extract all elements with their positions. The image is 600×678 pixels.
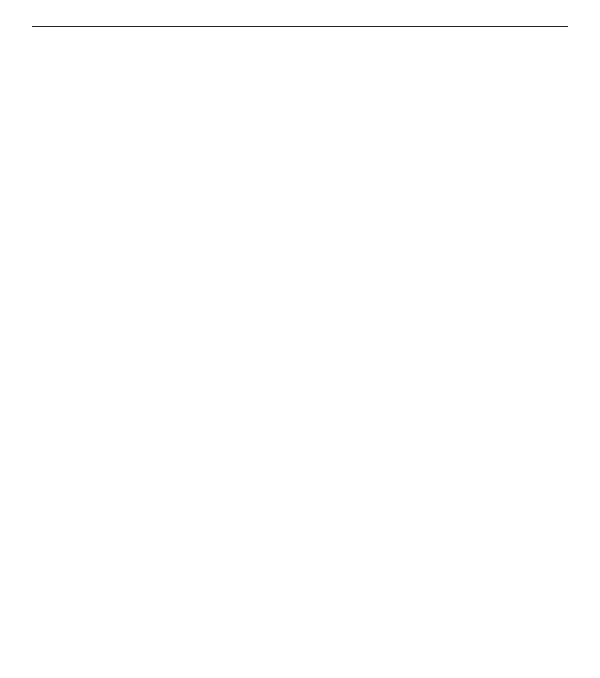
header-rule <box>32 26 568 27</box>
